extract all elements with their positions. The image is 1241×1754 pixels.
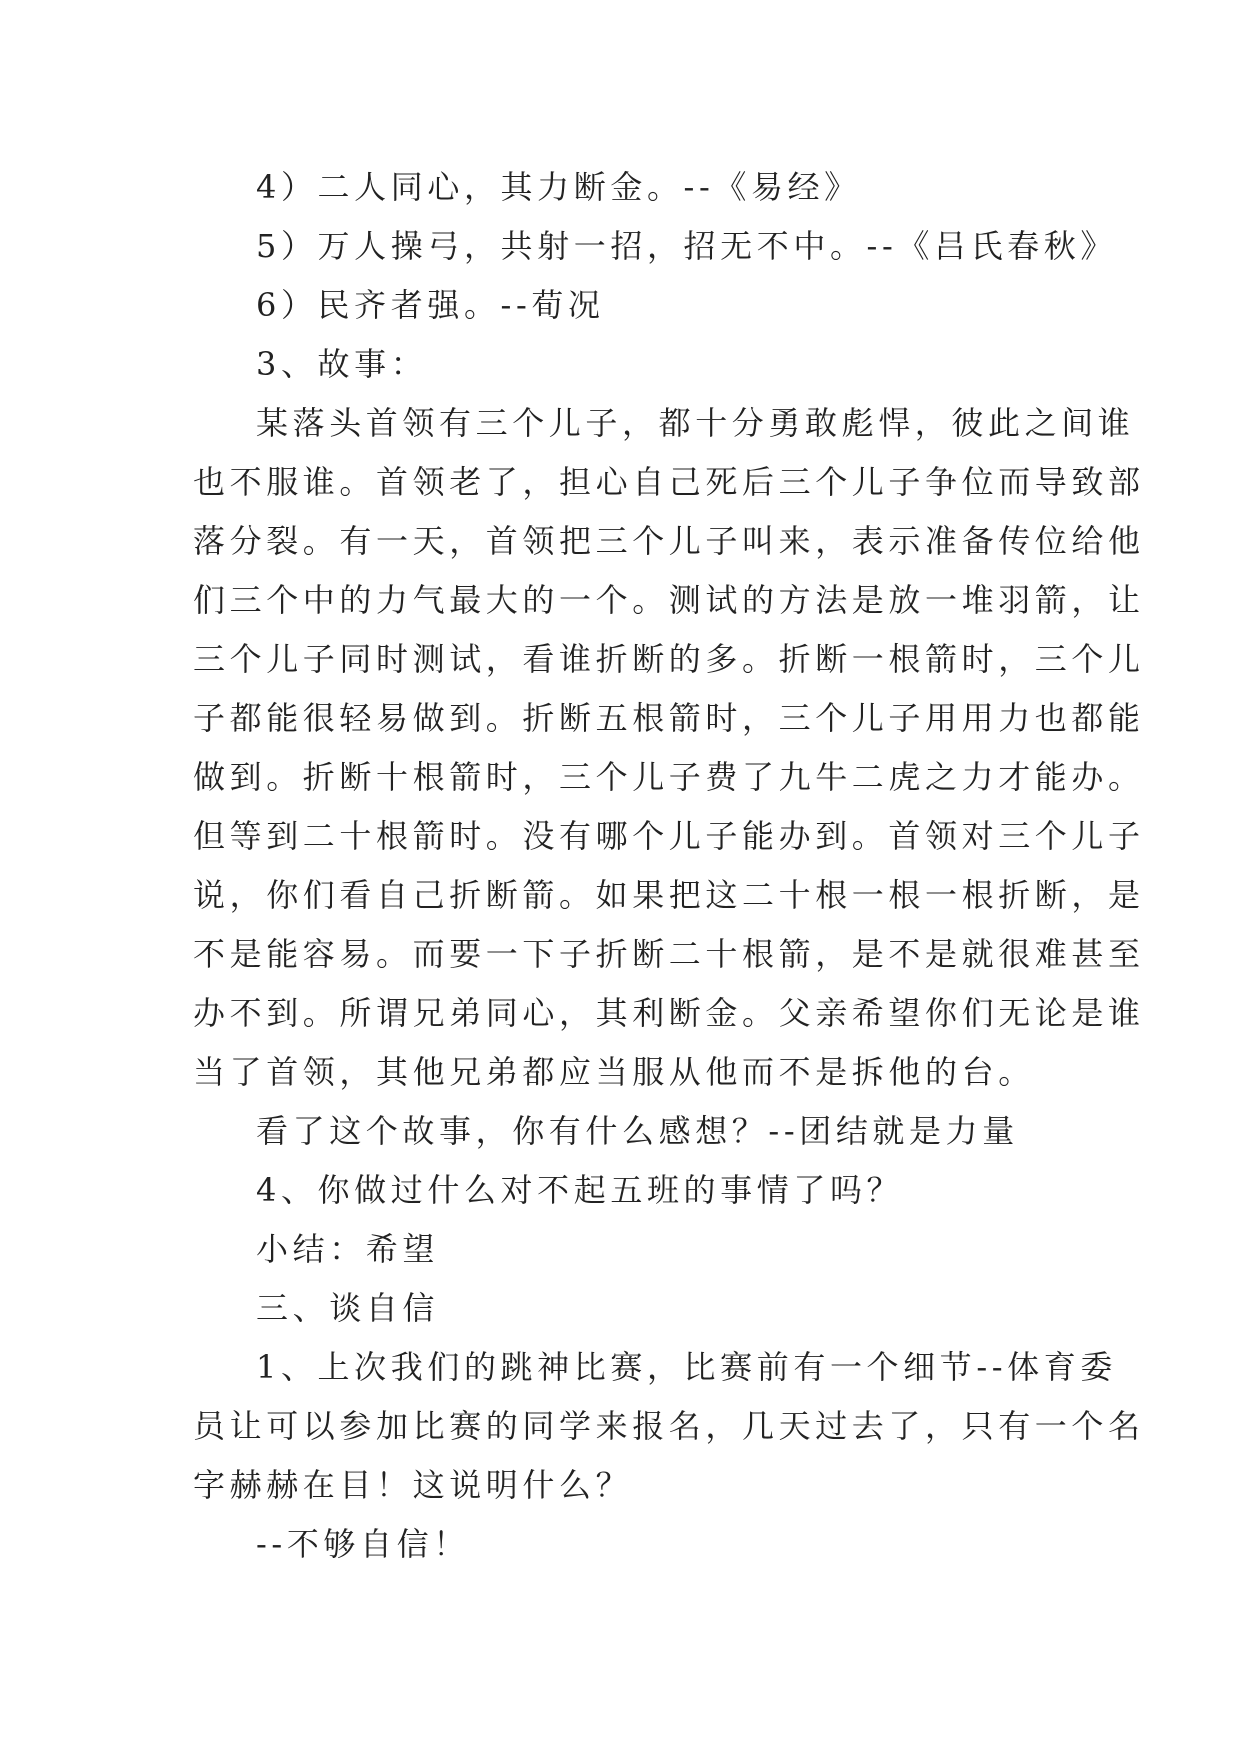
text-line: 不是能容易。而要一下子折断二十根箭，是不是就很难甚至 bbox=[193, 935, 1145, 973]
text-line: 员让可以参加比赛的同学来报名，几天过去了，只有一个名 bbox=[193, 1407, 1145, 1445]
text-line: 5）万人操弓，共射一招，招无不中。--《吕氏春秋》 bbox=[256, 227, 1117, 265]
text-line: 小结：希望 bbox=[256, 1230, 440, 1268]
text-line: 当了首领，其他兄弟都应当服从他而不是拆他的台。 bbox=[193, 1053, 1035, 1091]
text-line: 说，你们看自己折断箭。如果把这二十根一根一根折断，是 bbox=[193, 876, 1145, 914]
text-line: 也不服谁。首领老了，担心自己死后三个儿子争位而导致部 bbox=[193, 463, 1145, 501]
text-line: 看了这个故事，你有什么感想？--团结就是力量 bbox=[256, 1112, 1019, 1150]
text-line: 子都能很轻易做到。折断五根箭时，三个儿子用用力也都能 bbox=[193, 699, 1145, 737]
document-body bbox=[193, 158, 1145, 1574]
text-line: 4）二人同心，其力断金。--《易经》 bbox=[256, 168, 861, 206]
text-line: 4、你做过什么对不起五班的事情了吗？ bbox=[256, 1171, 904, 1209]
text-line: 3、故事： bbox=[256, 345, 428, 383]
text-line: --不够自信！ bbox=[256, 1525, 470, 1563]
text-line: 落分裂。有一天，首领把三个儿子叫来，表示准备传位给他 bbox=[193, 522, 1145, 560]
text-line: 某落头首领有三个儿子，都十分勇敢彪悍，彼此之间谁 bbox=[256, 404, 1135, 442]
text-line: 做到。折断十根箭时，三个儿子费了九牛二虎之力才能办。 bbox=[193, 758, 1145, 796]
text-line: 三、谈自信 bbox=[256, 1289, 440, 1327]
text-line: 6）民齐者强。--荀况 bbox=[256, 286, 605, 324]
text-line: 字赫赫在目！这说明什么？ bbox=[193, 1466, 633, 1504]
text-line: 1、上次我们的跳神比赛，比赛前有一个细节--体育委 bbox=[256, 1348, 1117, 1386]
text-line: 办不到。所谓兄弟同心，其利断金。父亲希望你们无论是谁 bbox=[193, 994, 1145, 1032]
text-line: 们三个中的力气最大的一个。测试的方法是放一堆羽箭，让 bbox=[193, 581, 1145, 619]
text-line: 但等到二十根箭时。没有哪个儿子能办到。首领对三个儿子 bbox=[193, 817, 1145, 855]
text-line: 三个儿子同时测试，看谁折断的多。折断一根箭时，三个儿 bbox=[193, 640, 1145, 678]
